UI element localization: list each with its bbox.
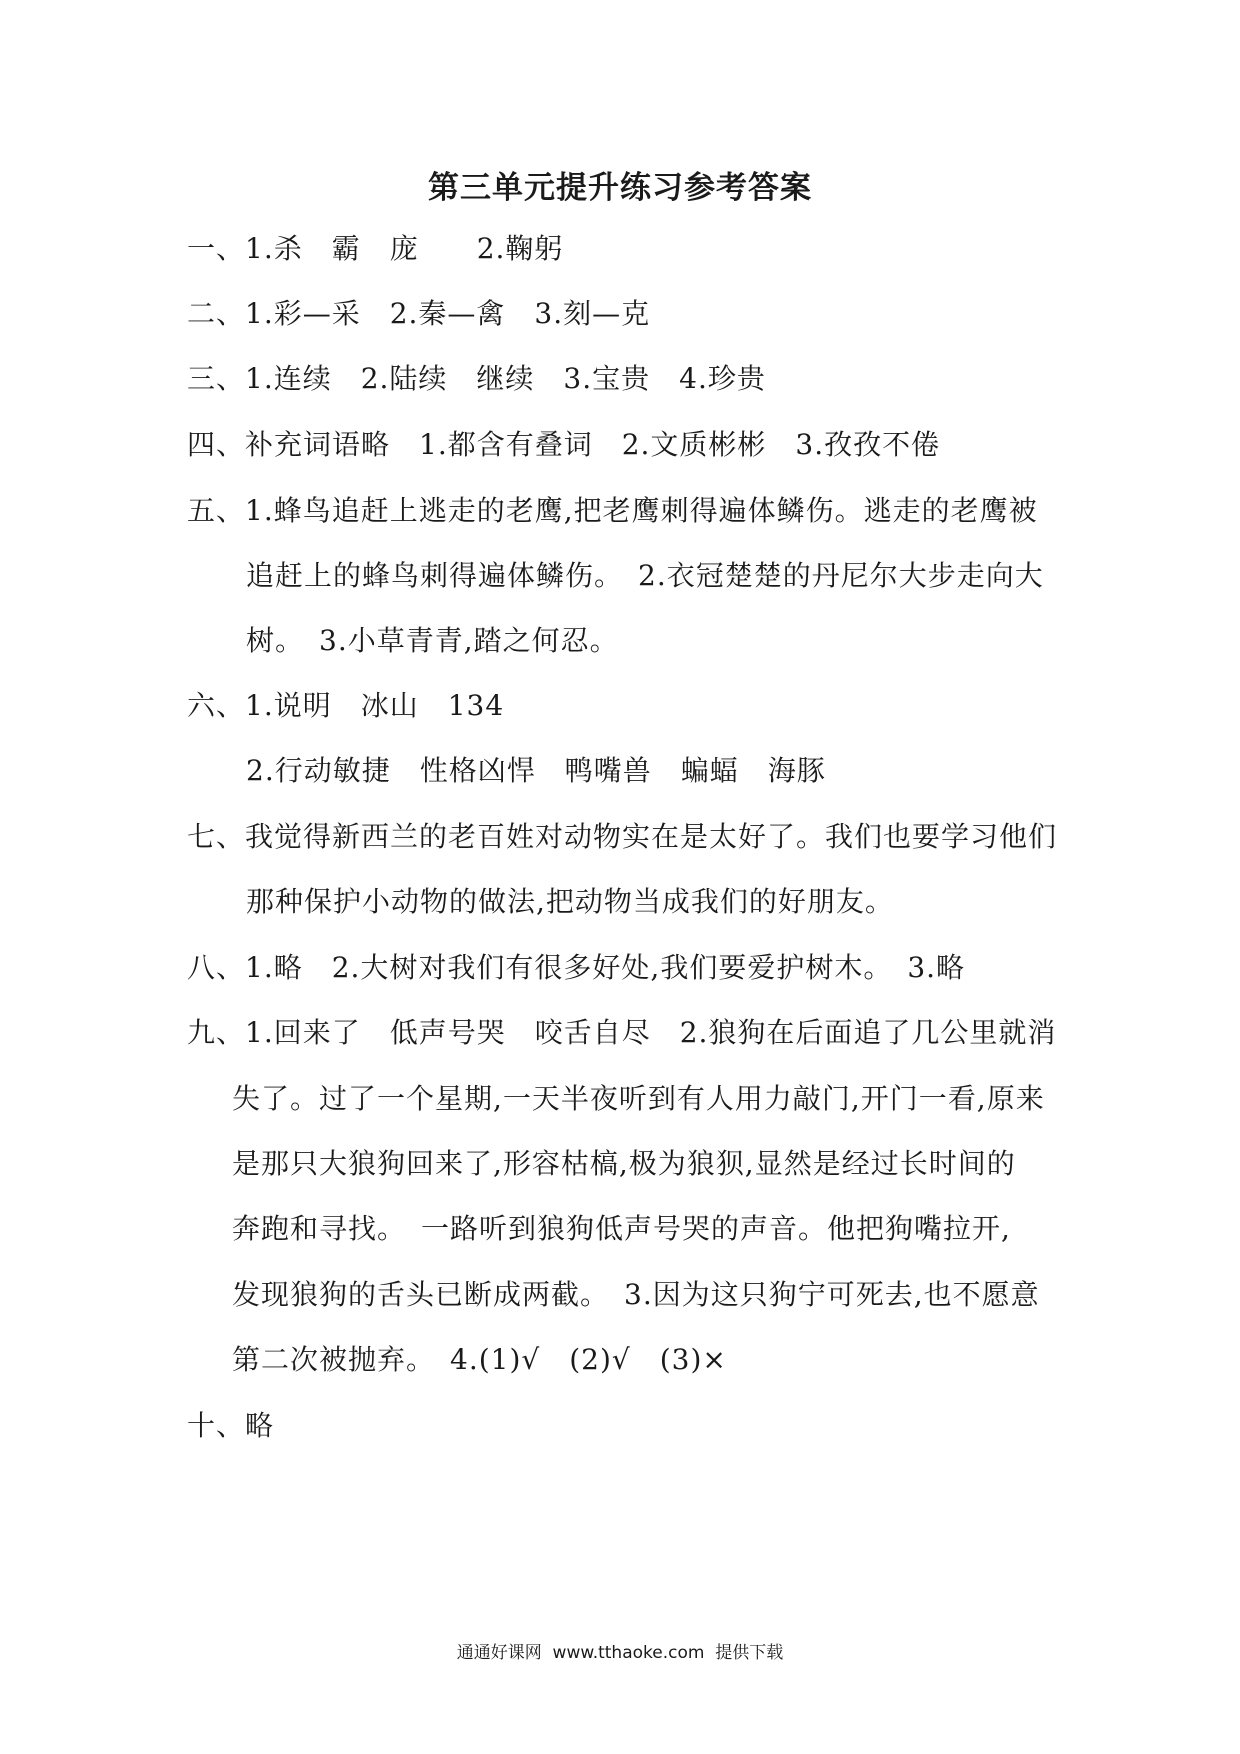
answer-line-9-cont-5: 第二次被抛弃。 4.(1)√ (2)√ (3)× xyxy=(232,1343,727,1376)
answer-line-5-cont-1: 追赶上的蜂鸟刺得遍体鳞伤。 2.衣冠楚楚的丹尼尔大步走向大 xyxy=(246,559,1044,592)
answer-line-1: 一、1.杀 霸 庞 2.鞠躬 xyxy=(187,232,564,265)
answer-line-9-cont-1: 失了。过了一个星期,一天半夜听到有人用力敲门,开门一看,原来 xyxy=(232,1082,1045,1115)
answer-line-4: 四、补充词语略 1.都含有叠词 2.文质彬彬 3.孜孜不倦 xyxy=(187,428,941,461)
page-title: 第三单元提升练习参考答案 xyxy=(428,170,812,206)
answer-line-8: 八、1.略 2.大树对我们有很多好处,我们要爱护树木。 3.略 xyxy=(187,951,966,984)
answer-line-2: 二、1.彩—采 2.秦—禽 3.刻—克 xyxy=(187,297,651,330)
answer-line-5: 五、1.蜂鸟追赶上逃走的老鹰,把老鹰刺得遍体鳞伤。逃走的老鹰被 xyxy=(187,494,1038,527)
answer-line-6-cont-1: 2.行动敏捷 性格凶悍 鸭嘴兽 蝙蝠 海豚 xyxy=(246,754,826,787)
answer-line-7: 七、我觉得新西兰的老百姓对动物实在是太好了。我们也要学习他们 xyxy=(187,820,1058,853)
answer-line-9: 九、1.回来了 低声号哭 咬舌自尽 2.狼狗在后面追了几公里就消 xyxy=(187,1016,1057,1049)
answer-line-3: 三、1.连续 2.陆续 继续 3.宝贵 4.珍贵 xyxy=(187,362,766,395)
footer-source: 通通好课网 www.tthaoke.com 提供下载 xyxy=(456,1643,784,1663)
answer-line-5-cont-2: 树。 3.小草青青,踏之何忍。 xyxy=(246,624,619,657)
answer-line-10: 十、略 xyxy=(187,1409,275,1442)
answer-line-7-cont-1: 那种保护小动物的做法,把动物当成我们的好朋友。 xyxy=(246,885,894,918)
answer-line-9-cont-3: 奔跑和寻找。 一路听到狼狗低声号哭的声音。他把狗嘴拉开, xyxy=(232,1212,1011,1245)
answer-line-6: 六、1.说明 冰山 134 xyxy=(187,689,505,722)
answer-line-9-cont-4: 发现狼狗的舌头已断成两截。 3.因为这只狗宁可死去,也不愿意 xyxy=(232,1278,1040,1311)
answer-line-9-cont-2: 是那只大狼狗回来了,形容枯槁,极为狼狈,显然是经过长时间的 xyxy=(232,1147,1016,1180)
